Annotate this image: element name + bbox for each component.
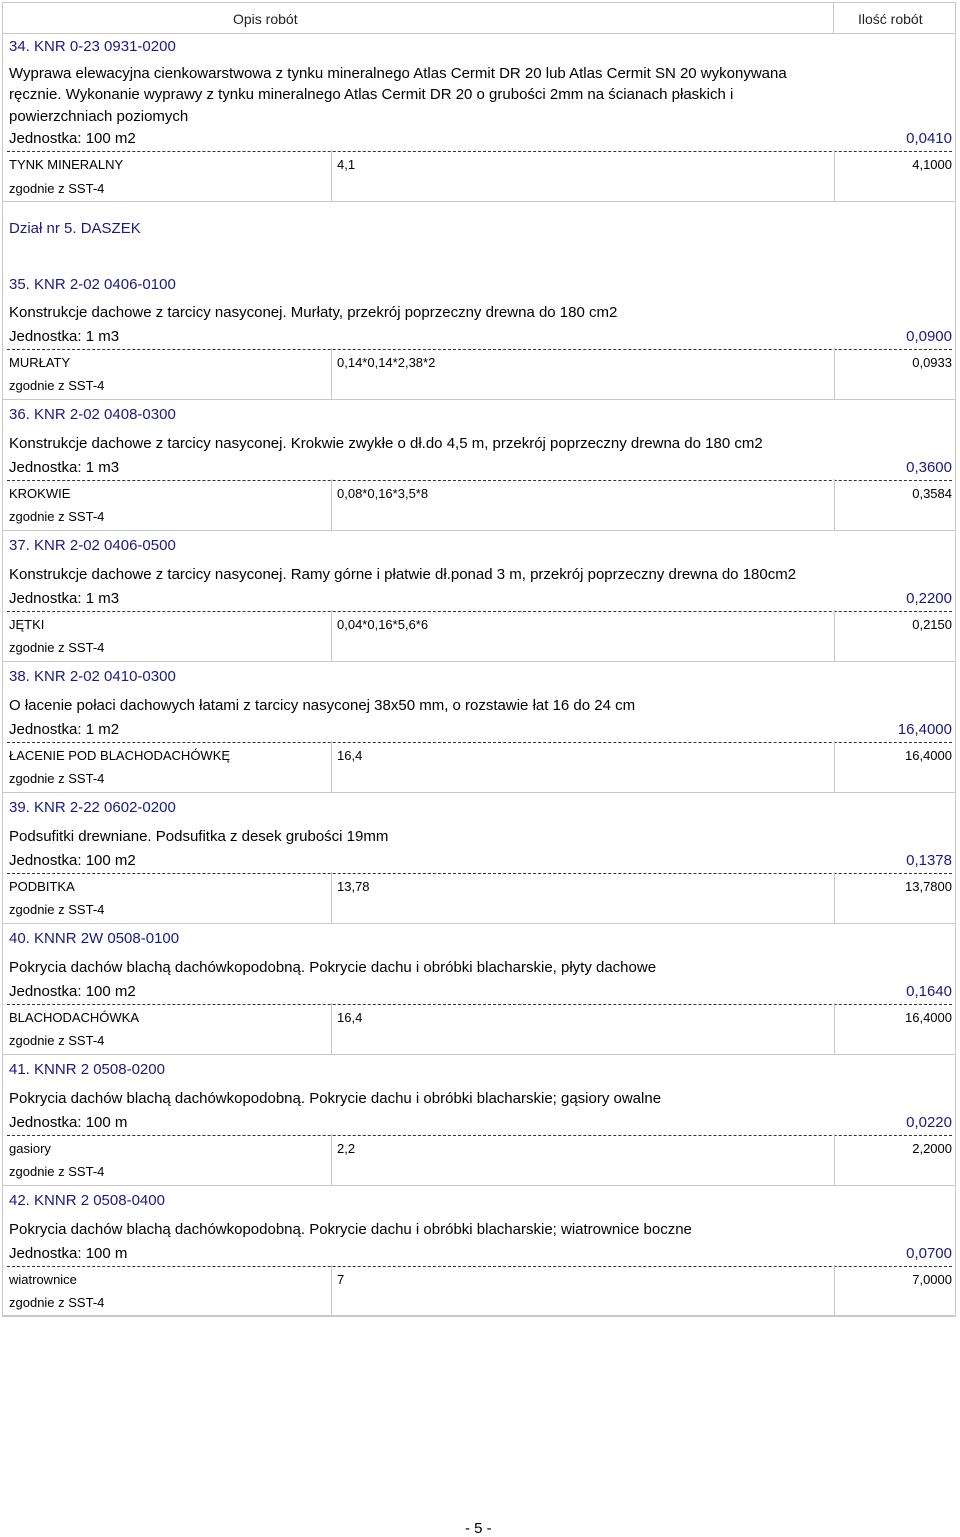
- row-bottom-border: [2, 661, 956, 662]
- material-name: MURŁATY: [9, 355, 71, 370]
- computed-result: 4,1000: [912, 157, 952, 172]
- unit-label: Jednostka: 1 m3: [9, 459, 120, 476]
- header-desc-cell: [2, 2, 834, 33]
- material-name: ŁACENIE POD BLACHODACHÓWKĘ: [9, 748, 231, 763]
- row-bottom-border: [2, 1054, 956, 1055]
- sst-note: zgodnie z SST-4: [9, 902, 105, 917]
- unit-quantity: 0,0220: [906, 1114, 952, 1131]
- formula: 16,4: [337, 748, 363, 763]
- item-description-line: Podsufitki drewniane. Podsufitka z desek grubości 19mm: [9, 828, 389, 845]
- material-name: TYNK MINERALNY: [9, 157, 124, 172]
- item-description-line: Wyprawa elewacyjna cienkowarstwowa z tynku mineralnego Atlas Cermit DR 20 lub Atlas Cermit SN 20 wykonywana: [9, 65, 787, 82]
- header-qty-label: Ilość robót: [858, 11, 923, 27]
- material-name: PODBITKA: [9, 879, 75, 894]
- material-name: gasiory: [9, 1141, 51, 1156]
- sst-note: zgodnie z SST-4: [9, 181, 105, 196]
- row-bottom-border: [2, 923, 956, 924]
- item-code: 41. KNNR 2 0508-0200: [9, 1061, 165, 1078]
- sst-note: zgodnie z SST-4: [9, 1164, 105, 1179]
- formula-cell-left-border: [331, 1134, 332, 1185]
- unit-quantity: 0,2200: [906, 590, 952, 607]
- formula-cell-left-border: [331, 610, 332, 661]
- dashed-separator: [7, 349, 952, 350]
- unit-label: Jednostka: 1 m3: [9, 590, 120, 607]
- sst-note: zgodnie z SST-4: [9, 1033, 105, 1048]
- material-name: wiatrownice: [9, 1272, 77, 1287]
- sst-note: zgodnie z SST-4: [9, 640, 105, 655]
- item-code: 37. KNR 2-02 0406-0500: [9, 537, 176, 554]
- unit-quantity: 0,0700: [906, 1245, 952, 1262]
- sst-note: zgodnie z SST-4: [9, 771, 105, 786]
- formula-cell-right-border: [834, 348, 835, 399]
- dashed-separator: [7, 742, 952, 743]
- unit-label: Jednostka: 1 m3: [9, 328, 120, 345]
- page-number: - 5 -: [465, 1520, 492, 1537]
- formula: 0,14*0,14*2,38*2: [337, 355, 436, 370]
- computed-result: 0,3584: [912, 486, 952, 501]
- header-desc-label: Opis robót: [233, 11, 298, 27]
- item-code: 39. KNR 2-22 0602-0200: [9, 799, 176, 816]
- unit-label: Jednostka: 100 m: [9, 1245, 128, 1262]
- sst-note: zgodnie z SST-4: [9, 378, 105, 393]
- formula: 16,4: [337, 1010, 363, 1025]
- formula-cell-left-border: [331, 479, 332, 530]
- computed-result: 13,7800: [905, 879, 952, 894]
- unit-quantity: 0,0410: [906, 130, 952, 147]
- formula-cell-right-border: [834, 1134, 835, 1185]
- unit-label: Jednostka: 1 m2: [9, 721, 120, 738]
- item-code: 40. KNNR 2W 0508-0100: [9, 930, 180, 947]
- row-bottom-border: [2, 399, 956, 400]
- formula-cell-right-border: [834, 741, 835, 792]
- formula-cell-right-border: [834, 610, 835, 661]
- unit-label: Jednostka: 100 m2: [9, 983, 136, 1000]
- dashed-separator: [7, 873, 952, 874]
- formula-cell-right-border: [834, 872, 835, 923]
- dashed-separator: [7, 151, 952, 152]
- unit-quantity: 0,0900: [906, 328, 952, 345]
- dashed-separator: [7, 611, 952, 612]
- item-description-line: O łacenie połaci dachowych łatami z tarcicy nasyconej 38x50 mm, o rozstawie łat 16 do 24 cm: [9, 697, 636, 714]
- formula: 0,04*0,16*5,6*6: [337, 617, 429, 632]
- formula-cell-left-border: [331, 1003, 332, 1054]
- item-description-line: Pokrycia dachów blachą dachówkopodobną. Pokrycie dachu i obróbki blacharskie; wiatrownice boczne: [9, 1221, 692, 1238]
- item-description-line: Konstrukcje dachowe z tarcicy nasyconej. Krokwie zwykłe o dł.do 4,5 m, przekrój poprzeczny drewna do 180 cm2: [9, 435, 763, 452]
- computed-result: 16,4000: [905, 748, 952, 763]
- table-frame: [2, 2, 956, 1316]
- unit-quantity: 16,4000: [897, 721, 952, 738]
- sst-note: zgodnie z SST-4: [9, 1295, 105, 1310]
- item-description-line: powierzchniach poziomych: [9, 108, 189, 125]
- item-description-line: Pokrycia dachów blachą dachówkopodobną. Pokrycie dachu i obróbki blacharskie; gąsiory owalne: [9, 1090, 662, 1107]
- item-code: 36. KNR 2-02 0408-0300: [9, 406, 176, 423]
- formula: 2,2: [337, 1141, 356, 1156]
- dashed-separator: [7, 480, 952, 481]
- formula-cell-right-border: [834, 1003, 835, 1054]
- row-bottom-border: [2, 1185, 956, 1186]
- computed-result: 0,0933: [912, 355, 952, 370]
- formula: 0,08*0,16*3,5*8: [337, 486, 429, 501]
- material-name: JĘTKI: [9, 617, 45, 632]
- material-name: BLACHODACHÓWKA: [9, 1010, 140, 1025]
- item-code: 38. KNR 2-02 0410-0300: [9, 668, 176, 685]
- unit-label: Jednostka: 100 m: [9, 1114, 128, 1131]
- row-bottom-border: [2, 1316, 956, 1317]
- item-code: 34. KNR 0-23 0931-0200: [9, 38, 176, 55]
- item-description-line: Pokrycia dachów blachą dachówkopodobną. Pokrycie dachu i obróbki blacharskie, płyty dachowe: [9, 959, 657, 976]
- row-bottom-border: [2, 792, 956, 793]
- formula-cell-left-border: [331, 1265, 332, 1316]
- unit-label: Jednostka: 100 m2: [9, 130, 136, 147]
- formula-cell-left-border: [331, 150, 332, 201]
- section-title: Dział nr 5. DASZEK: [9, 220, 141, 237]
- formula: 4,1: [337, 157, 356, 172]
- dashed-separator: [7, 1135, 952, 1136]
- computed-result: 0,2150: [912, 617, 952, 632]
- dashed-separator: [7, 1004, 952, 1005]
- computed-result: 16,4000: [905, 1010, 952, 1025]
- formula-cell-right-border: [834, 479, 835, 530]
- formula: 13,78: [337, 879, 370, 894]
- formula-cell-right-border: [834, 1265, 835, 1316]
- unit-quantity: 0,1640: [906, 983, 952, 1000]
- material-name: KROKWIE: [9, 486, 71, 501]
- item-description-line: Konstrukcje dachowe z tarcicy nasyconej. Murłaty, przekrój poprzeczny drewna do 180 cm2: [9, 304, 618, 321]
- item-code: 42. KNNR 2 0508-0400: [9, 1192, 165, 1209]
- table-header: [2, 2, 956, 34]
- formula-cell-left-border: [331, 741, 332, 792]
- formula-cell-left-border: [331, 872, 332, 923]
- row-bottom-border: [2, 201, 956, 202]
- formula: 7: [337, 1272, 345, 1287]
- item-code: 35. KNR 2-02 0406-0100: [9, 276, 176, 293]
- formula-cell-left-border: [331, 348, 332, 399]
- sst-note: zgodnie z SST-4: [9, 509, 105, 524]
- row-bottom-border: [2, 530, 956, 531]
- formula-cell-right-border: [834, 150, 835, 201]
- unit-quantity: 0,3600: [906, 459, 952, 476]
- item-description-line: ręcznie. Wykonanie wyprawy z tynku mineralnego Atlas Cermit DR 20 o grubości 2mm na ścianach płaskich i: [9, 86, 734, 103]
- unit-label: Jednostka: 100 m2: [9, 852, 136, 869]
- dashed-separator: [7, 1266, 952, 1267]
- computed-result: 7,0000: [912, 1272, 952, 1287]
- item-description-line: Konstrukcje dachowe z tarcicy nasyconej. Ramy górne i płatwie dł.ponad 3 m, przekrój poprzeczny drewna do 180cm2: [9, 566, 797, 583]
- computed-result: 2,2000: [912, 1141, 952, 1156]
- unit-quantity: 0,1378: [906, 852, 952, 869]
